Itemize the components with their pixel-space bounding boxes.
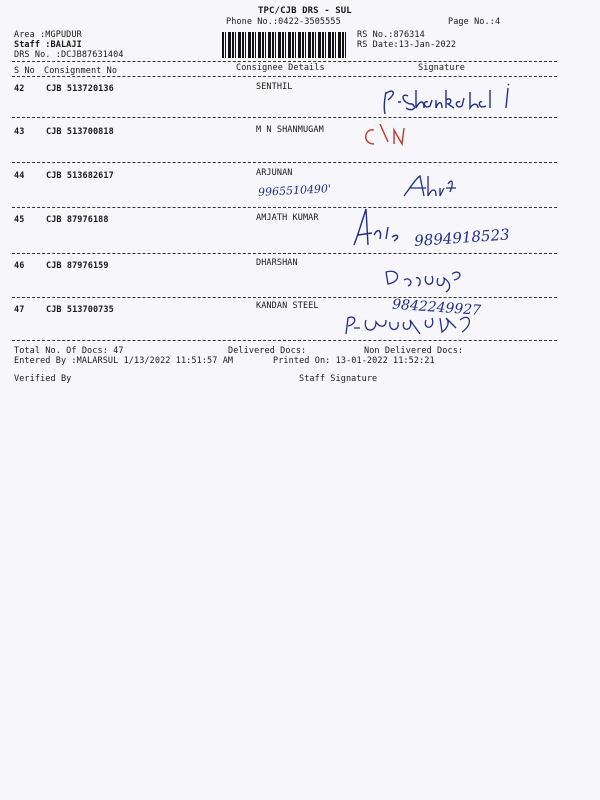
row-sno: 42	[14, 84, 25, 94]
row-consignee: ARJUNAN	[256, 168, 293, 178]
printed-on: Printed On: 13-01-2022 11:52:21	[273, 356, 435, 366]
total-docs: Total No. Of Docs: 47	[14, 346, 124, 356]
divider	[12, 340, 557, 341]
row-consignment: CJB 513720136	[46, 84, 114, 94]
verified-by: Verified By	[14, 374, 72, 384]
row-sno: 46	[14, 261, 25, 271]
divider	[12, 162, 557, 163]
column-header-consignment: Consignment No	[44, 66, 118, 76]
row-consignee: KANDAN STEEL	[256, 301, 319, 311]
row-sno: 44	[14, 171, 25, 181]
row-sno: 47	[14, 305, 25, 315]
non-delivered-docs: Non Delivered Docs:	[364, 346, 464, 356]
signature-handwriting	[378, 78, 528, 118]
signature-handwriting	[380, 262, 470, 296]
handwritten-phone-number	[256, 178, 356, 200]
entered-by: Entered By :MALARSUL 1/13/2022 11:51:57 AM	[14, 356, 234, 366]
signature-handwriting	[400, 170, 460, 202]
divider	[12, 61, 557, 62]
signature-handwriting	[348, 205, 528, 253]
divider	[12, 117, 557, 118]
signature-handwriting	[340, 292, 540, 342]
row-consignment: CJB 87976188	[46, 215, 109, 225]
row-consignment: CJB 513700818	[46, 127, 114, 137]
row-sno: 45	[14, 215, 25, 225]
staff-label: Staff :BALAJI	[14, 40, 82, 50]
rs-date: RS Date:13-Jan-2022	[357, 40, 457, 50]
row-consignee: M N SHANMUGAM	[256, 125, 324, 135]
phone-number: Phone No.:0422-3505555	[226, 17, 341, 27]
svg-text:9965510490': 9965510490'	[257, 182, 332, 199]
staff-signature: Staff Signature	[299, 374, 378, 384]
drs-number: DRS No. :DCJB87631404	[14, 50, 124, 60]
row-consignee: AMJATH KUMAR	[256, 213, 319, 223]
document-title: TPC/CJB DRS - SUL	[258, 6, 352, 16]
divider	[12, 253, 557, 254]
row-consignment: CJB 513700735	[46, 305, 114, 315]
rs-number: RS No.:876314	[357, 30, 425, 40]
area-label: Area :MGPUDUR	[14, 30, 82, 40]
row-consignment: CJB 87976159	[46, 261, 109, 271]
column-header-sno: S No	[14, 66, 35, 76]
svg-text:9842249927: 9842249927	[391, 296, 482, 319]
row-consignee: DHARSHAN	[256, 258, 298, 268]
column-header-consignee: Consignee Details	[236, 63, 325, 73]
svg-text:9894918523: 9894918523	[413, 225, 511, 251]
row-sno: 43	[14, 127, 25, 137]
row-consignee: SENTHIL	[256, 82, 293, 92]
page-number: Page No.:4	[448, 17, 501, 27]
signature-handwriting	[360, 120, 420, 150]
delivered-docs: Delivered Docs:	[228, 346, 307, 356]
row-consignment: CJB 513682617	[46, 171, 114, 181]
divider	[12, 76, 557, 77]
column-header-signature: Signature	[418, 63, 465, 73]
barcode-image	[222, 32, 348, 58]
